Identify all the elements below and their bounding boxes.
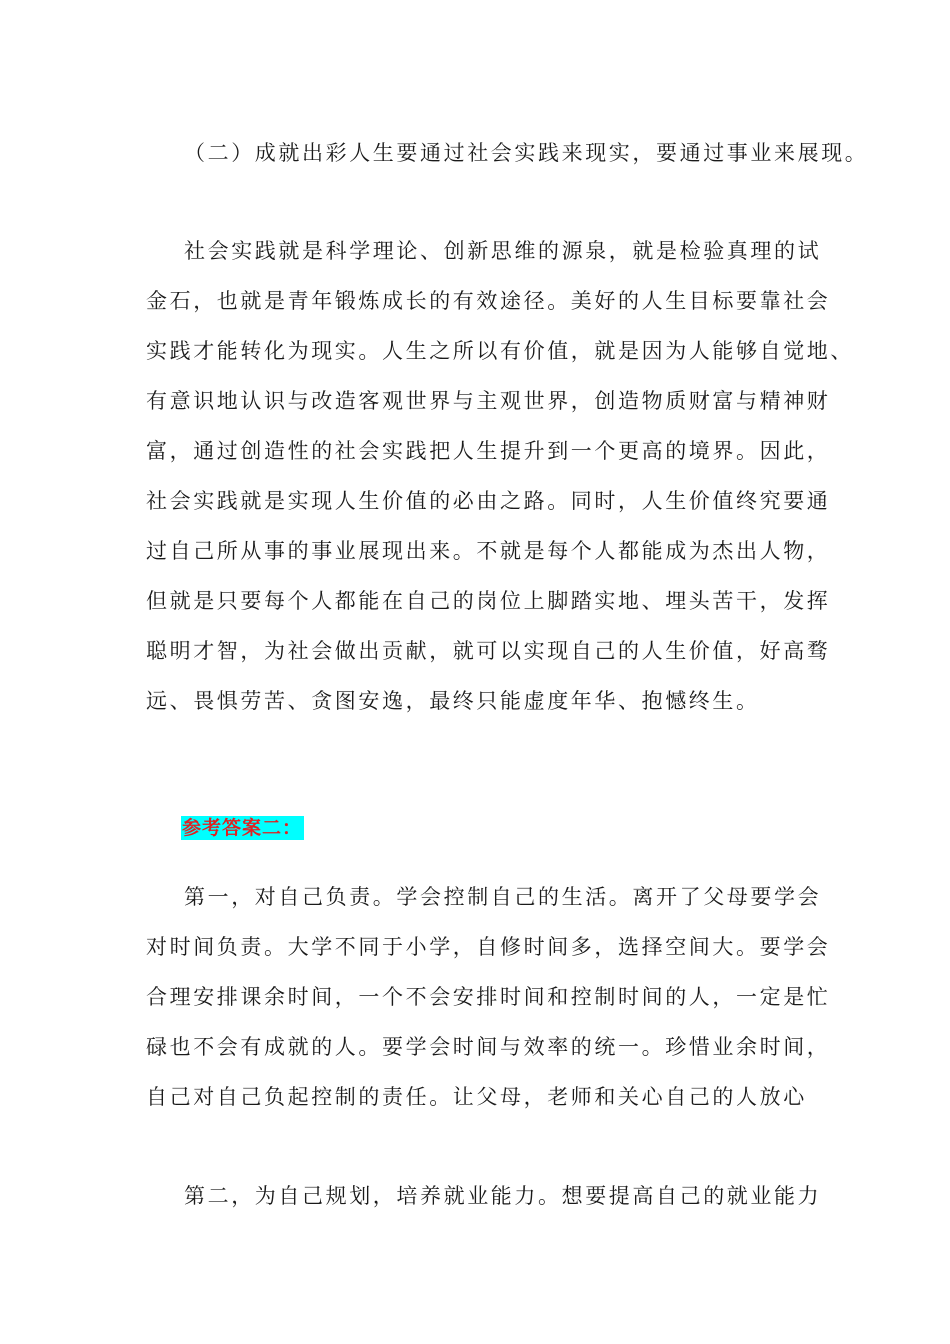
paragraph-line: 碌也不会有成就的人。要学会时间与效率的统一。珍惜业余时间，	[146, 1035, 831, 1059]
paragraph-line: 社会实践就是科学理论、创新思维的源泉，就是检验真理的试	[184, 239, 822, 263]
paragraph-line: 社会实践就是实现人生价值的必由之路。同时，人生价值终究要通	[146, 489, 831, 513]
paragraph-line: 第二，为自己规划，培养就业能力。想要提高自己的就业能力	[184, 1184, 822, 1208]
answer-label: 参考答案二：	[182, 817, 303, 839]
paragraph-line: 聪明才智，为社会做出贡献，就可以实现自己的人生价值，好高骛	[146, 639, 831, 663]
section-heading: （二）成就出彩人生要通过社会实践来现实，要通过事业来展现。	[184, 141, 869, 165]
paragraph-line: 第一，对自己负责。学会控制自己的生活。离开了父母要学会	[184, 885, 822, 909]
paragraph-line: 实践才能转化为现实。人生之所以有价值，就是因为人能够自觉地、	[146, 339, 854, 363]
paragraph-line: 有意识地认识与改造客观世界与主观世界，创造物质财富与精神财	[146, 389, 831, 413]
paragraph-line: 但就是只要每个人都能在自己的岗位上脚踏实地、埋头苦干，发挥	[146, 589, 831, 613]
paragraph-line: 金石，也就是青年锻炼成长的有效途径。美好的人生目标要靠社会	[146, 289, 831, 313]
paragraph-line: 过自己所从事的事业展现出来。不就是每个人都能成为杰出人物，	[146, 539, 831, 563]
paragraph-line: 远、畏惧劳苦、贪图安逸，最终只能虚度年华、抱憾终生。	[146, 689, 760, 713]
paragraph-line: 对时间负责。大学不同于小学，自修时间多，选择空间大。要学会	[146, 935, 831, 959]
paragraph-line: 合理安排课余时间，一个不会安排时间和控制时间的人，一定是忙	[146, 985, 831, 1009]
paragraph-line: 自己对自己负起控制的责任。让父母，老师和关心自己的人放心	[146, 1085, 807, 1109]
paragraph-line: 富，通过创造性的社会实践把人生提升到一个更高的境界。因此，	[146, 439, 831, 463]
